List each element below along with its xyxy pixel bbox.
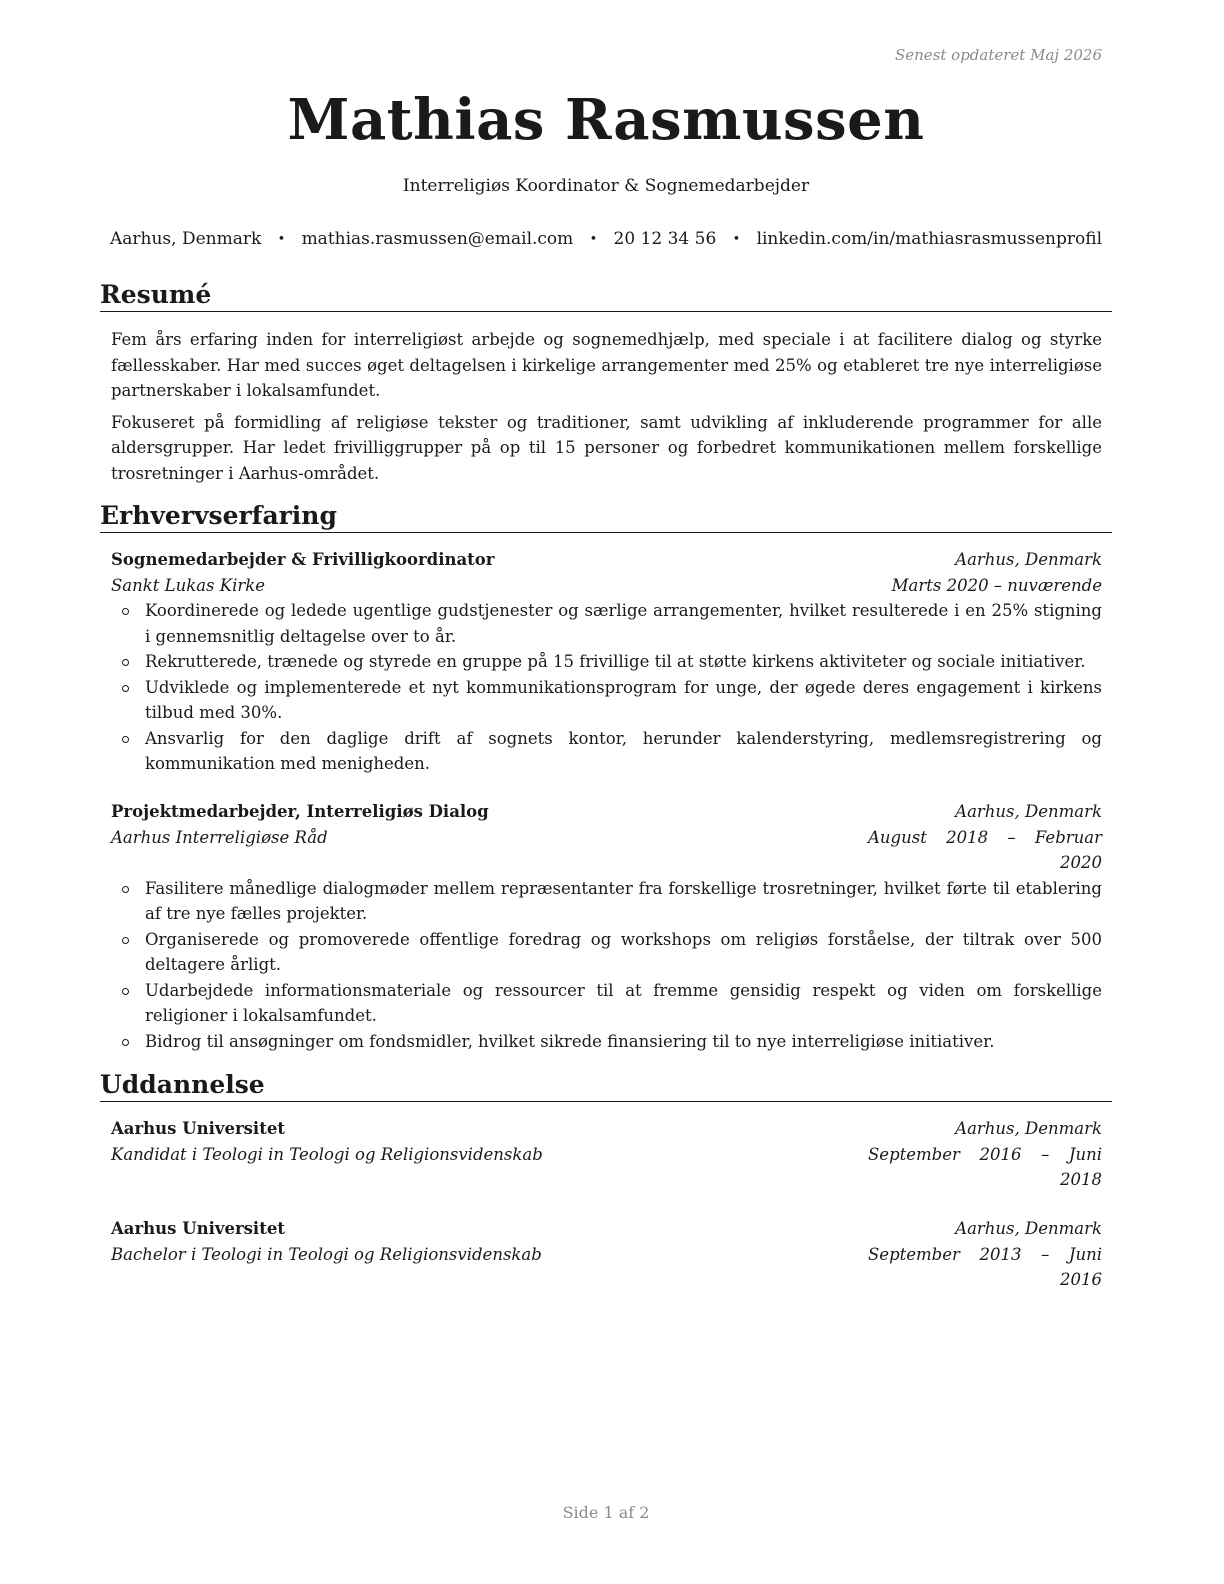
job-dates: Marts 2020 – nuværende (891, 575, 1102, 595)
bullet-text: Ansvarlig for den daglige drift af sognets kontor, herunder kalenderstyring, medlemsregistrering og kommunikation med menigheden. (145, 728, 1102, 773)
bullet-circle-icon (122, 608, 129, 615)
education-degree-row (111, 1242, 1102, 1293)
contact-email[interactable]: mathias.rasmussen@email.com (301, 229, 574, 249)
education-degree: Kandidat i Teologi in Teologi og Religionsvidenskab (111, 1144, 543, 1164)
page-number: Side 1 af 2 (562, 1503, 650, 1522)
contact-separator: • (277, 232, 286, 247)
section-heading-summary: Resumé (100, 280, 1112, 312)
bullet-circle-icon (122, 988, 129, 995)
list-item (111, 978, 1102, 1029)
list-item (111, 726, 1102, 777)
contact-phone: 20 12 34 56 (613, 229, 717, 249)
job-location: Aarhus, Denmark (955, 802, 1102, 821)
education-school: Aarhus Universitet (111, 1119, 285, 1138)
contact-separator: • (589, 232, 598, 247)
bullet-circle-icon (122, 685, 129, 692)
job-entry (111, 547, 1102, 777)
list-item (111, 675, 1102, 726)
education-entry (111, 1216, 1102, 1293)
list-item (111, 1029, 1102, 1055)
section-heading-experience: Erhvervserfaring (100, 501, 1112, 533)
job-entry (111, 799, 1102, 1054)
job-bullet-list (111, 598, 1102, 777)
education-dates: September 2013 – Juni 2016 (868, 1244, 1102, 1289)
summary-block (111, 327, 1102, 492)
summary-paragraph: Fem års erfaring inden for interreligiøst arbejde og sognemedhjælp, med speciale i at facilitere dialog og styrke fællesskaber. Har med succes øget deltagelsen i kirkelige arrangementer med 25% og etableret tre nye interreligiøse partnerskaber i lokalsamfundet. (111, 330, 1102, 400)
candidate-name: Mathias Rasmussen (287, 87, 925, 153)
last-updated-note: Senest opdateret Maj 2026 (894, 46, 1102, 64)
resume-page (100, 0, 1112, 1584)
job-org-row (111, 573, 1102, 599)
bullet-circle-icon (122, 659, 129, 666)
bullet-text: Udviklede og implementerede et nyt kommunikationsprogram for unge, der øgede deres engagement i kirkens tilbud med 30%. (145, 677, 1102, 722)
bullet-text: Koordinerede og ledede ugentlige gudstjenester og særlige arrangementer, hvilket resulterede i en 25% stigning i gennemsnitlig deltagelse over to år. (145, 601, 1102, 646)
job-organization: Aarhus Interreligiøse Råd (111, 827, 328, 847)
education-location: Aarhus, Denmark (955, 1219, 1102, 1238)
bullet-text: Fasilitere månedlige dialogmøder mellem repræsentanter fra forskellige trosretninger, hvilket førte til etablering af tre nye fælles projekter. (145, 878, 1102, 923)
bullet-text: Rekrutterede, trænede og styrede en gruppe på 15 frivillige til at støtte kirkens aktiviteter og sociale initiativer. (145, 652, 1086, 671)
bullet-text: Organiserede og promoverede offentlige foredrag og workshops om religiøs forståelse, der tiltrak over 500 deltagere årligt. (145, 929, 1102, 974)
job-title-row (111, 547, 1102, 573)
bullet-circle-icon (122, 736, 129, 743)
education-dates: September 2016 – Juni 2018 (868, 1144, 1102, 1189)
job-title-row (111, 799, 1102, 825)
education-degree: Bachelor i Teologi in Teologi og Religionsvidenskab (111, 1244, 542, 1264)
list-item (111, 649, 1102, 675)
summary-paragraph: Fokuseret på formidling af religiøse tekster og traditioner, samt udvikling af inkluderende programmer for alle aldersgrupper. Har ledet frivilliggrupper på op til 15 personer og forbedret kommunikationen mellem forskellige trosretninger i Aarhus-området. (111, 412, 1102, 483)
list-item (111, 927, 1102, 978)
education-school-row (111, 1116, 1102, 1142)
bullet-text: Bidrog til ansøgninger om fondsmidler, hvilket sikrede finansiering til to nye interreligiøse initiativer. (145, 1031, 995, 1051)
contact-location: Aarhus, Denmark (110, 229, 262, 249)
contact-line (110, 229, 1102, 251)
education-school: Aarhus Universitet (111, 1219, 285, 1238)
job-dates: August 2018 – Februar 2020 (868, 827, 1102, 872)
candidate-tagline: Interreligiøs Koordinator & Sognemedarbejder (402, 176, 810, 196)
bullet-circle-icon (122, 886, 129, 893)
bullet-circle-icon (122, 937, 129, 944)
job-org-row (111, 825, 1102, 876)
education-entry (111, 1116, 1102, 1193)
contact-separator: • (732, 232, 741, 247)
section-heading-education: Uddannelse (100, 1070, 1112, 1102)
job-bullet-list (111, 876, 1102, 1055)
job-title: Sognemedarbejder & Frivilligkoordinator (111, 550, 495, 569)
contact-linkedin[interactable]: linkedin.com/in/mathiasrasmussenprofil (756, 229, 1102, 249)
education-location: Aarhus, Denmark (955, 1119, 1102, 1138)
job-organization: Sankt Lukas Kirke (111, 575, 266, 595)
bullet-text: Udarbejdede informationsmateriale og ressourcer til at fremme gensidig respekt og viden om forskellige religioner i lokalsamfundet. (145, 980, 1102, 1025)
list-item (111, 876, 1102, 927)
list-item (111, 598, 1102, 649)
education-degree-row (111, 1142, 1102, 1193)
job-title: Projektmedarbejder, Interreligiøs Dialog (111, 802, 489, 821)
job-location: Aarhus, Denmark (955, 550, 1102, 569)
education-school-row (111, 1216, 1102, 1242)
bullet-circle-icon (122, 1039, 129, 1046)
